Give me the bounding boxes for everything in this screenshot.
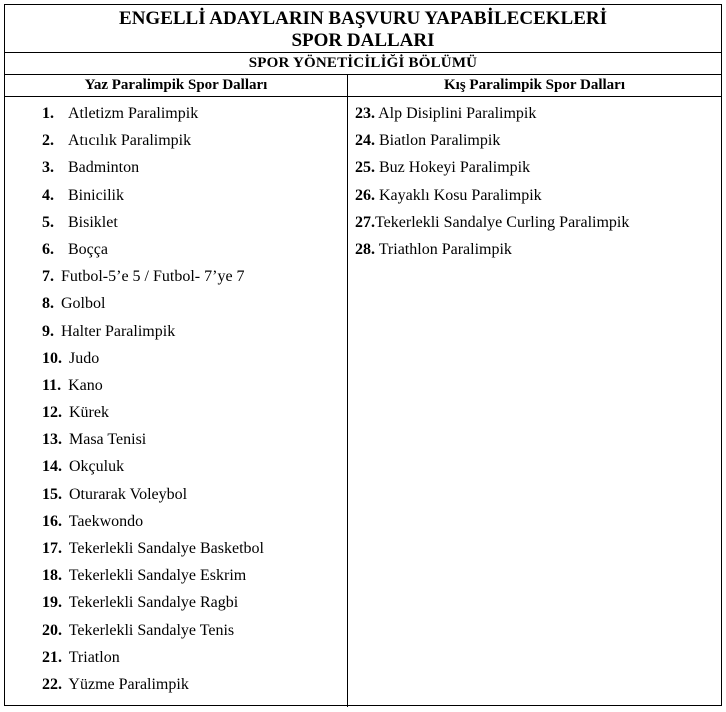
item-number: 26.	[355, 186, 375, 204]
item-number: 10.	[42, 349, 62, 367]
title-line-2: SPOR DALLARI	[291, 30, 435, 51]
item-number: 27.	[355, 213, 375, 231]
summer-column-header: Yaz Paralimpik Spor Dalları	[5, 75, 348, 96]
item-name: Boçça	[68, 240, 108, 258]
table-body	[5, 97, 721, 707]
item-name: Tekerlekli Sandalye Eskrim	[68, 567, 247, 585]
item-name: Tekerlekli Sandalye Tenis	[68, 621, 235, 639]
item-name: Tekerlekli Sandalye Basketbol	[68, 540, 264, 557]
item-name: Badminton	[68, 159, 140, 177]
table-title	[5, 5, 721, 53]
list-item	[355, 236, 721, 263]
item-name: Taekwondo	[68, 512, 144, 530]
list-item	[5, 617, 347, 644]
item-number: 8.	[42, 295, 54, 313]
item-number: 12.	[42, 404, 62, 422]
list-item	[5, 263, 347, 290]
item-number: 19.	[42, 594, 62, 612]
item-name: Tekerlekli Sandalye Curling Paralimpik	[375, 213, 630, 231]
item-name: Atıcılık Paralimpik	[68, 132, 192, 150]
item-number: 21.	[42, 648, 62, 666]
item-name: Judo	[69, 349, 100, 367]
item-name: Triathlon Paralimpik	[378, 240, 512, 258]
list-item	[5, 209, 347, 236]
list-item	[5, 535, 347, 562]
list-item	[5, 318, 347, 345]
item-number: 13.	[42, 431, 62, 449]
item-number: 2.	[42, 132, 54, 150]
list-item	[5, 100, 347, 127]
item-number: 7.	[42, 268, 54, 286]
list-item	[5, 644, 347, 671]
list-item	[355, 182, 721, 209]
item-number: 24.	[355, 132, 375, 150]
item-number: 20.	[42, 621, 62, 639]
item-name: Buz Hokeyi Paralimpik	[379, 159, 531, 177]
item-name: Alp Disiplini Paralimpik	[378, 105, 537, 122]
list-item	[5, 671, 347, 698]
item-number: 16.	[42, 512, 62, 530]
item-name: Okçuluk	[69, 458, 125, 476]
item-number: 3.	[42, 159, 54, 177]
winter-sports-cell	[348, 97, 721, 707]
list-item	[5, 345, 347, 372]
item-number: 5.	[42, 213, 54, 231]
list-item	[5, 453, 347, 480]
item-number: 6.	[42, 240, 54, 258]
item-name: Futbol-5’e 5 / Futbol- 7’ye 7	[61, 268, 245, 286]
item-name: Halter Paralimpik	[61, 322, 176, 340]
list-item	[5, 508, 347, 535]
list-item	[355, 154, 721, 181]
item-number: 11.	[42, 376, 62, 394]
item-number: 18.	[42, 567, 62, 585]
item-number: 28.	[355, 240, 375, 258]
item-name: Kayaklı Kosu Paralimpik	[379, 186, 542, 204]
item-number: 17.	[42, 540, 62, 557]
section-heading: SPOR YÖNETİCİLİĞİ BÖLÜMÜ	[5, 53, 721, 75]
list-item	[5, 426, 347, 453]
list-item	[5, 372, 347, 399]
item-name: Oturarak Voleybol	[69, 485, 188, 503]
list-item	[5, 399, 347, 426]
item-name: Yüzme Paralimpik	[68, 675, 189, 693]
sports-table	[4, 4, 722, 706]
column-header-row	[5, 75, 721, 97]
list-item	[355, 127, 721, 154]
item-name: Bisiklet	[68, 213, 118, 231]
item-name: Atletizm Paralimpik	[68, 105, 199, 122]
item-number: 1.	[42, 105, 54, 122]
list-item	[355, 209, 721, 236]
list-item	[5, 182, 347, 209]
item-number: 22.	[42, 675, 62, 693]
title-line-1: ENGELLİ ADAYLARIN BAŞVURU YAPABİLECEKLERİ	[119, 8, 607, 29]
list-item	[5, 562, 347, 589]
list-item	[5, 481, 347, 508]
list-item	[5, 589, 347, 616]
item-number: 4.	[42, 186, 54, 204]
list-item	[5, 290, 347, 317]
item-number: 15.	[42, 485, 62, 503]
item-name: Golbol	[61, 295, 106, 313]
list-item	[355, 100, 721, 127]
item-name: Masa Tenisi	[69, 431, 147, 449]
item-number: 14.	[42, 458, 62, 476]
item-number: 23.	[355, 105, 375, 122]
list-item	[5, 236, 347, 263]
item-number: 9.	[42, 322, 54, 340]
item-name: Tekerlekli Sandalye Ragbi	[68, 594, 239, 612]
item-name: Binicilik	[68, 186, 124, 204]
summer-sports-cell	[5, 97, 348, 707]
list-item	[5, 127, 347, 154]
list-item	[5, 154, 347, 181]
item-name: Kürek	[69, 404, 109, 422]
item-name: Kano	[68, 376, 103, 394]
item-number: 25.	[355, 159, 375, 177]
item-name: Biatlon Paralimpik	[379, 132, 501, 150]
winter-column-header: Kış Paralimpik Spor Dalları	[444, 77, 625, 93]
item-name: Triatlon	[68, 648, 120, 666]
summer-sports-list	[5, 97, 347, 698]
winter-sports-list	[348, 97, 721, 263]
